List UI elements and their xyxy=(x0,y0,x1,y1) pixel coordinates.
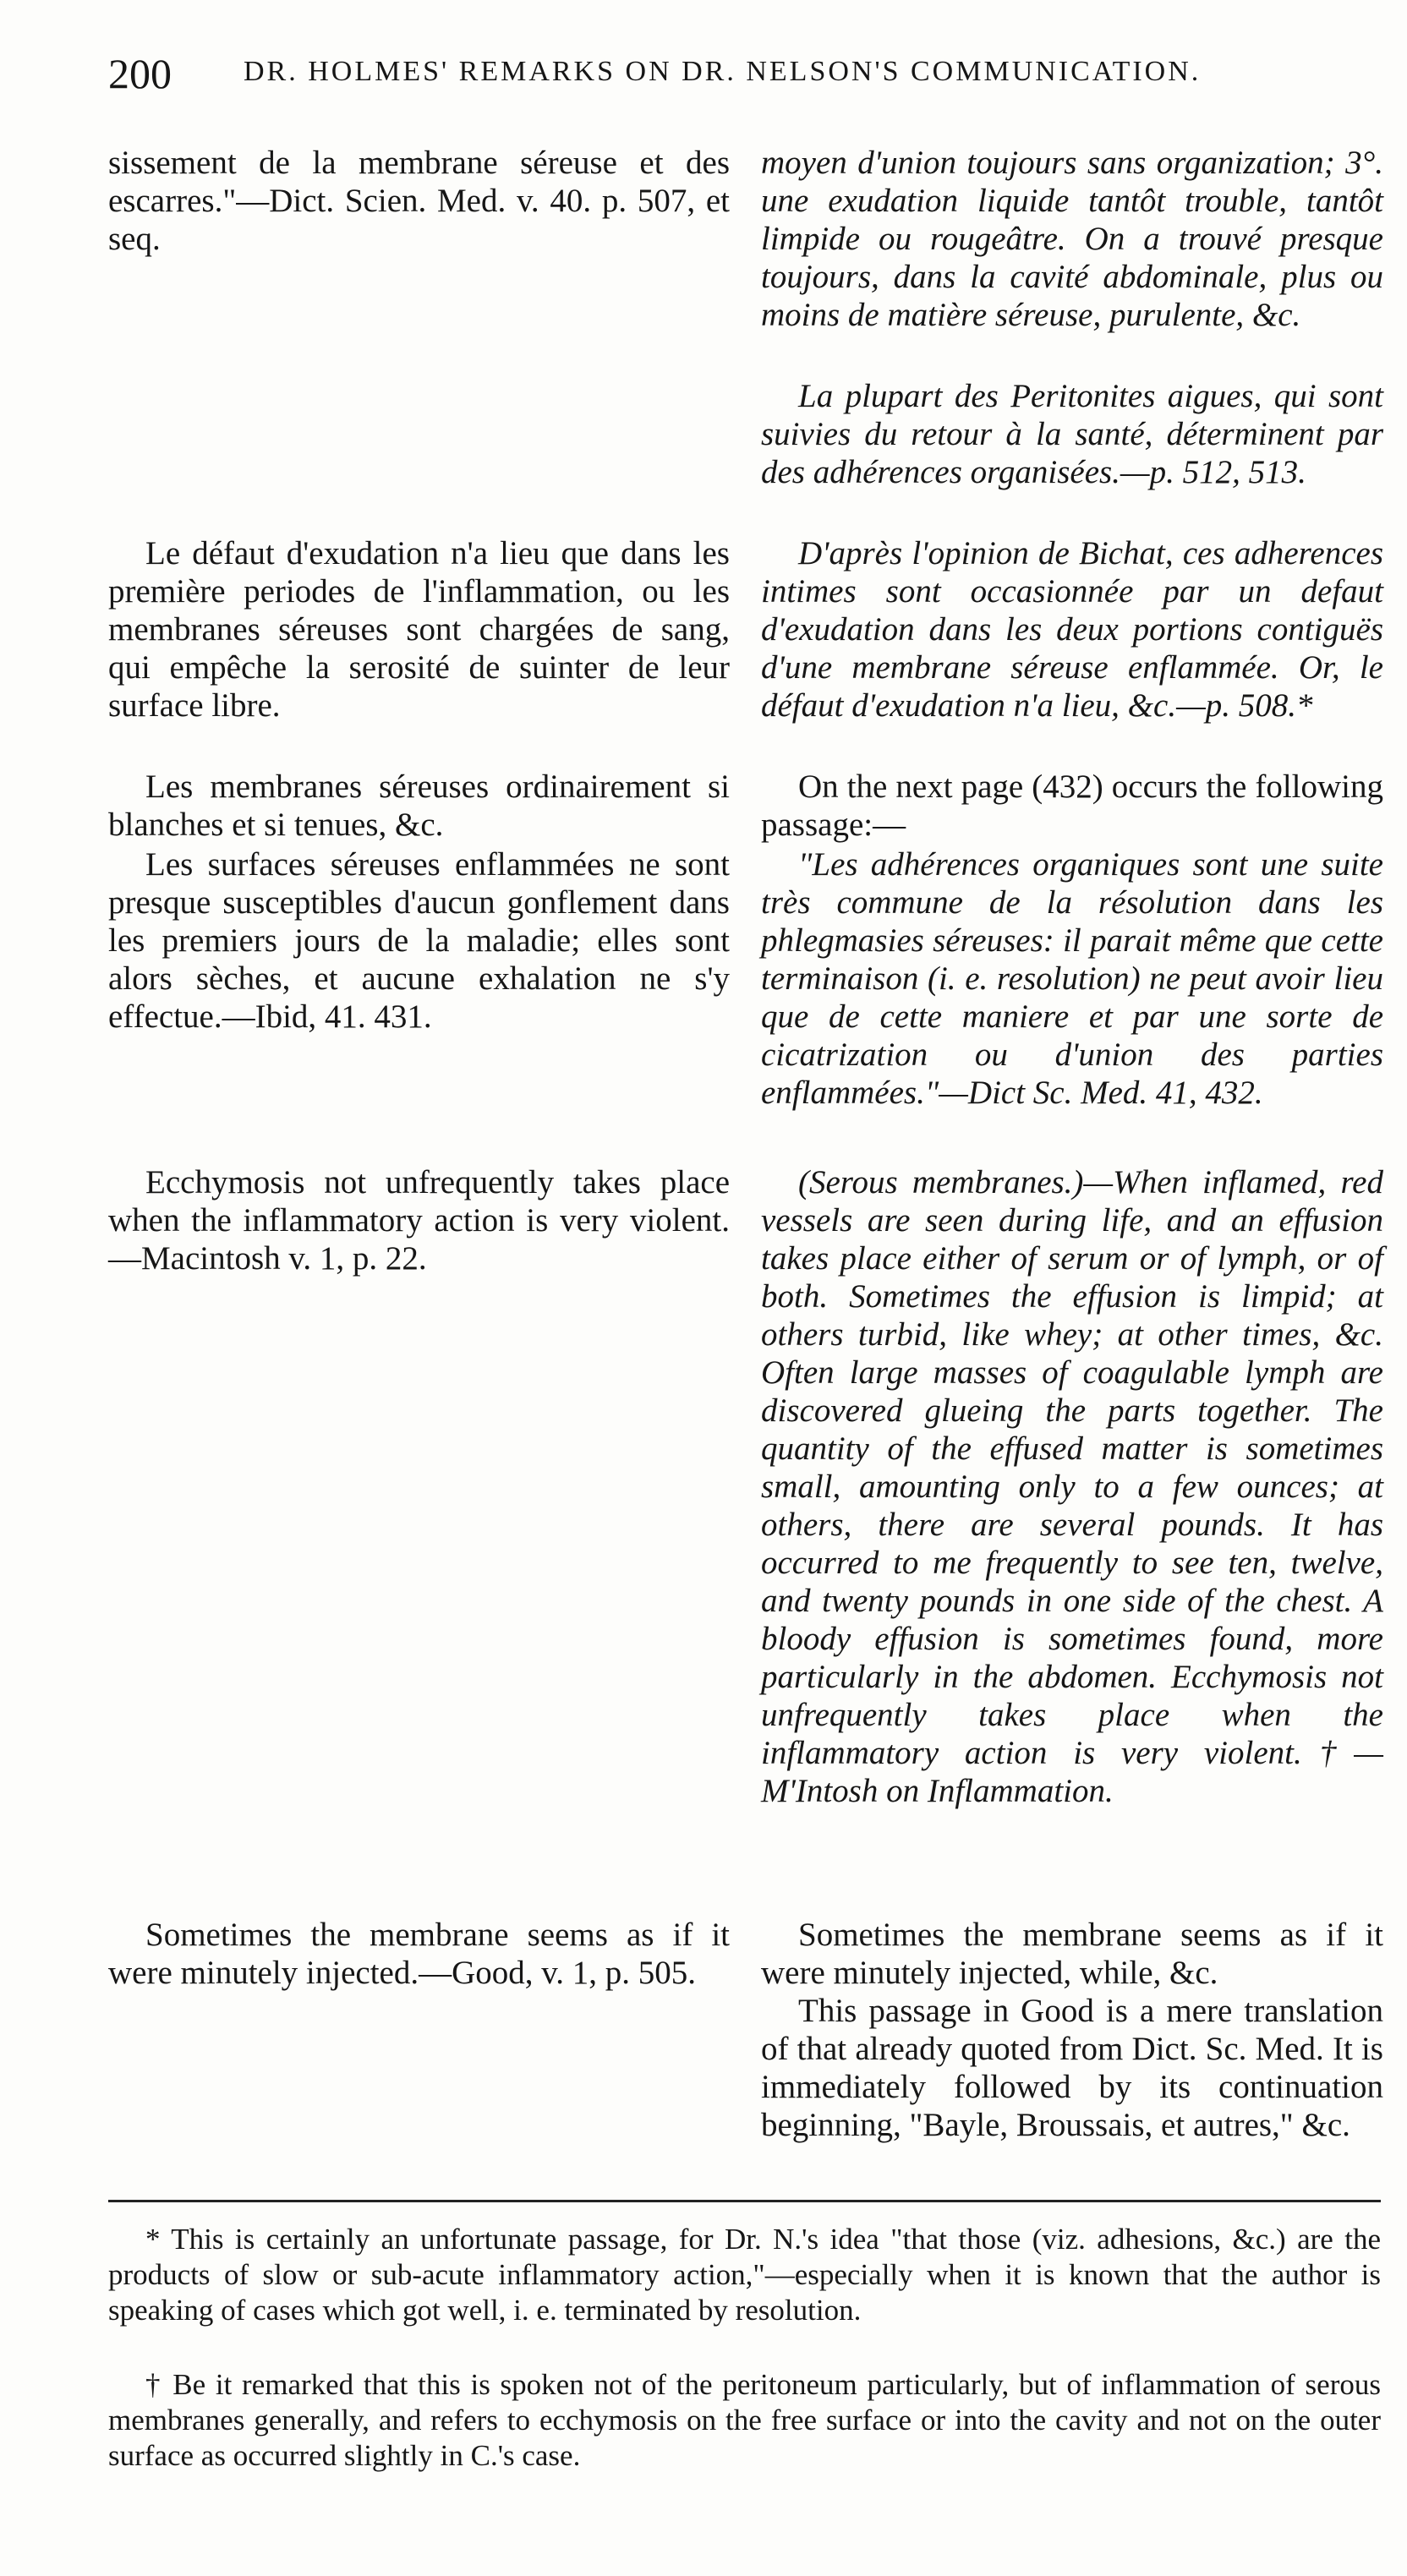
page-number: 200 xyxy=(108,50,172,97)
right-paragraph: moyen d'union toujours sans organization; 3°. une exudation liquide tantôt trouble, tantôt limpide ou rougeâtre. On a trouvé presque toujours, dans la cavité abdominale, plus ou moins de matière séreuse, purulente, &c. xyxy=(761,145,1383,333)
left-paragraph: Les membranes séreuses ordinairement si blanches et si tenues, &c. xyxy=(108,768,730,843)
right-paragraph: La plupart des Peritonites aigues, qui sont suivies du retour à la santé, déterminent par des adhérences organisées.—p. 512, 513. xyxy=(761,378,1383,490)
right-paragraph: On the next page (432) occurs the following passage:— xyxy=(761,768,1383,843)
right-paragraph: (Serous membranes.)—When inflamed, red vessels are seen during life, and an effusion takes place either of serum or of lymph, or of both. Sometimes the effusion is limpid; at others turbid, like whey; at other times, &c. Often large masses of coagulable lymph are discovered glueing the parts together. The quantity of the effused matter is sometimes small, amounting only to a few ounces; at others, there are several pounds. It has occurred to me frequently to see ten, twelve, and twenty pounds in one side of the chest. A bloody effusion is sometimes found, more particularly in the abdomen. Ecchymosis not unfrequently takes place when the inflammatory action is very violent.†—M'Intosh on Inflammation. xyxy=(761,1164,1383,1809)
left-paragraph: Ecchymosis not unfrequently takes place when the inflammatory action is very violent.—Macintosh v. 1, p. 22. xyxy=(108,1164,730,1277)
running-title: DR. HOLMES' REMARKS ON DR. NELSON'S COMMUNICATION. xyxy=(244,56,1202,87)
page-header xyxy=(108,49,1275,100)
right-paragraph: This passage in Good is a mere translation of that already quoted from Dict. Sc. Med. It is immediately followed by its continuation beginning, "Bayle, Broussais, et autres," &c. xyxy=(761,1993,1383,2143)
left-paragraph: sissement de la membrane séreuse et des escarres."—Dict. Scien. Med. v. 40. p. 507, et seq. xyxy=(108,145,730,257)
left-paragraph: Sometimes the membrane seems as if it were minutely injected.—Good, v. 1, p. 505. xyxy=(108,1917,730,1991)
left-paragraph: Le défaut d'exudation n'a lieu que dans les première periodes de l'inflammation, ou les membranes séreuses sont chargées de sang, qui empêche la serosité de suinter de leur surface libre. xyxy=(108,535,730,724)
footnote: † Be it remarked that this is spoken not of the peritoneum particularly, but of inflammation of serous membranes generally, and refers to ecchymosis on the free surface or into the cavity and not on the outer surface as occurred slightly in C.'s case. xyxy=(108,2368,1381,2472)
footnote-rule xyxy=(108,2200,1381,2202)
left-paragraph: Les surfaces séreuses enflammées ne sont presque susceptibles d'aucun gonflement dans les premiers jours de la maladie; elles sont alors sèches, et aucune exhalation ne s'y effectue.—Ibid, 41. 431. xyxy=(108,846,730,1035)
right-paragraph: "Les adhérences organiques sont une suite très commune de la résolution dans les phlegmasies séreuses: il parait même que cette terminaison (i. e. resolution) ne peut avoir lieu que de cette maniere et par une sorte de cicatrization ou d'union des parties enflammées."—Dict Sc. Med. 41, 432. xyxy=(761,846,1383,1111)
footnote: * This is certainly an unfortunate passage, for Dr. N.'s idea "that those (viz. adhesions, &c.) are the products of slow or sub-acute inflammatory action,"—especially when it is known that the author is speaking of cases which got well, i. e. terminated by resolution. xyxy=(108,2223,1381,2327)
right-paragraph: Sometimes the membrane seems as if it were minutely injected, while, &c. xyxy=(761,1917,1383,1991)
right-paragraph: D'après l'opinion de Bichat, ces adherences intimes sont occasionnée par un defaut d'exudation dans les deux portions contiguës d'une membrane séreuse enflammée. Or, le défaut d'exudation n'a lieu, &c.—p. 508.* xyxy=(761,535,1383,724)
